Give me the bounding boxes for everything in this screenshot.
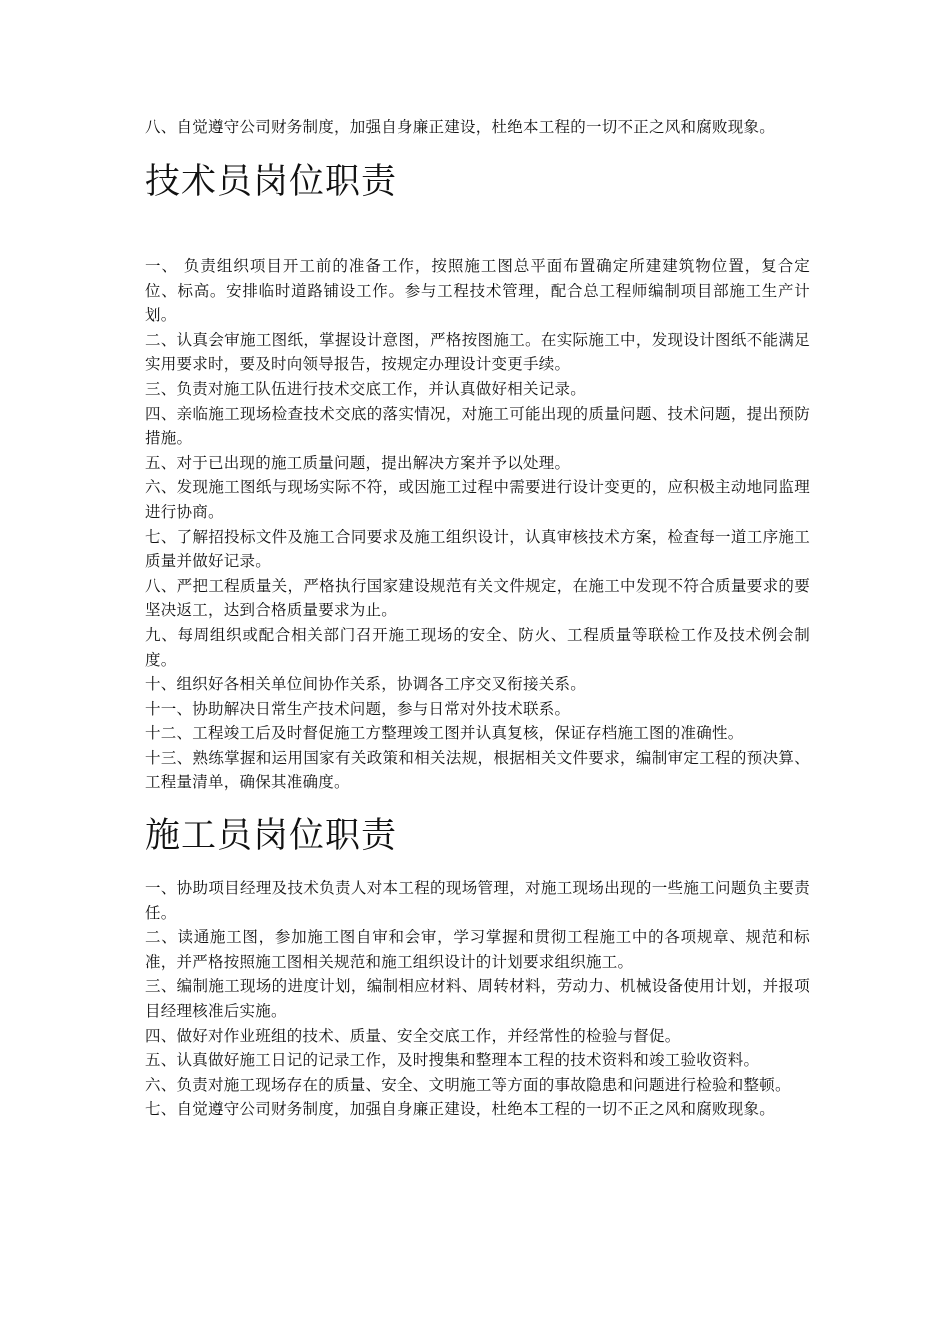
list-item: 七、了解招投标文件及施工合同要求及施工组织设计，认真审核技术方案，检查每一道工序施工质量并做好记录。 — [145, 527, 810, 571]
list-item: 二、认真会审施工图纸，掌握设计意图，严格按图施工。在实际施工中，发现设计图纸不能满足实用要求时，要及时向领导报告，按规定办理设计变更手续。 — [145, 330, 810, 374]
list-item: 六、发现施工图纸与现场实际不符，或因施工过程中需要进行设计变更的，应积极主动地同监理进行协商。 — [145, 478, 810, 521]
list-item: 七、自觉遵守公司财务制度，加强自身廉正建设，杜绝本工程的一切不正之风和腐败现象。 — [145, 1100, 776, 1119]
section-heading-technician: 技术员岗位职责 — [145, 162, 398, 202]
technician-duties-list — [145, 254, 810, 795]
list-item: 十三、熟练掌握和运用国家有关政策和相关法规，根据相关文件要求，编制审定工程的预决算、工程量清单，确保其准确度。 — [145, 748, 810, 792]
list-item: 八、严把工程质量关，严格执行国家建设规范有关文件规定，在施工中发现不符合质量要求的要坚决返工，达到合格质量要求为止。 — [145, 576, 810, 620]
list-item: 十、组织好各相关单位间协作关系，协调各工序交叉衔接关系。 — [145, 675, 587, 694]
list-item: 三、负责对施工队伍进行技术交底工作，并认真做好相关记录。 — [145, 379, 587, 398]
construction-duties-list — [145, 876, 810, 1122]
list-item: 二、读通施工图，参加施工图自审和会审，学习掌握和贯彻工程施工中的各项规章、规范和标准，并严格按照施工图相关规范和施工组织设计的计划要求组织施工。 — [145, 928, 810, 971]
list-item: 九、每周组织或配合相关部门召开施工现场的安全、防火、工程质量等联检工作及技术例会制度。 — [145, 625, 810, 669]
section-heading-construction: 施工员岗位职责 — [145, 816, 398, 856]
list-item: 五、认真做好施工日记的记录工作，及时搜集和整理本工程的技术资料和竣工验收资料。 — [145, 1051, 760, 1070]
list-item: 三、编制施工现场的进度计划，编制相应材料、周转材料，劳动力、机械设备使用计划，并报项目经理核准后实施。 — [145, 977, 810, 1020]
list-item: 一、协助项目经理及技术负责人对本工程的现场管理，对施工现场出现的一些施工问题负主要责任。 — [145, 879, 810, 922]
carryover-paragraph: 八、自觉遵守公司财务制度，加强自身廉正建设，杜绝本工程的一切不正之风和腐败现象。 — [145, 118, 776, 136]
list-item: 六、负责对施工现场存在的质量、安全、文明施工等方面的事故隐患和问题进行检验和整顿。 — [145, 1075, 791, 1094]
list-item: 十一、协助解决日常生产技术问题，参与日常对外技术联系。 — [145, 699, 571, 718]
list-item: 五、对于已出现的施工质量问题，提出解决方案并予以处理。 — [145, 453, 571, 472]
list-item: 四、做好对作业班组的技术、质量、安全交底工作，并经常性的检验与督促。 — [145, 1026, 681, 1045]
list-item: 四、亲临施工现场检查技术交底的落实情况，对施工可能出现的质量问题、技术问题，提出预防措施。 — [145, 404, 810, 448]
list-item: 一、 负责组织项目开工前的准备工作，按照施工图总平面布置确定所建建筑物位置，复合定位、标高。安排临时道路铺设工作。参与工程技术管理，配合总工程师编制项目部施工生产计划。 — [145, 257, 810, 325]
list-item: 十二、工程竣工后及时督促施工方整理竣工图并认真复核，保证存档施工图的准确性。 — [145, 724, 744, 743]
